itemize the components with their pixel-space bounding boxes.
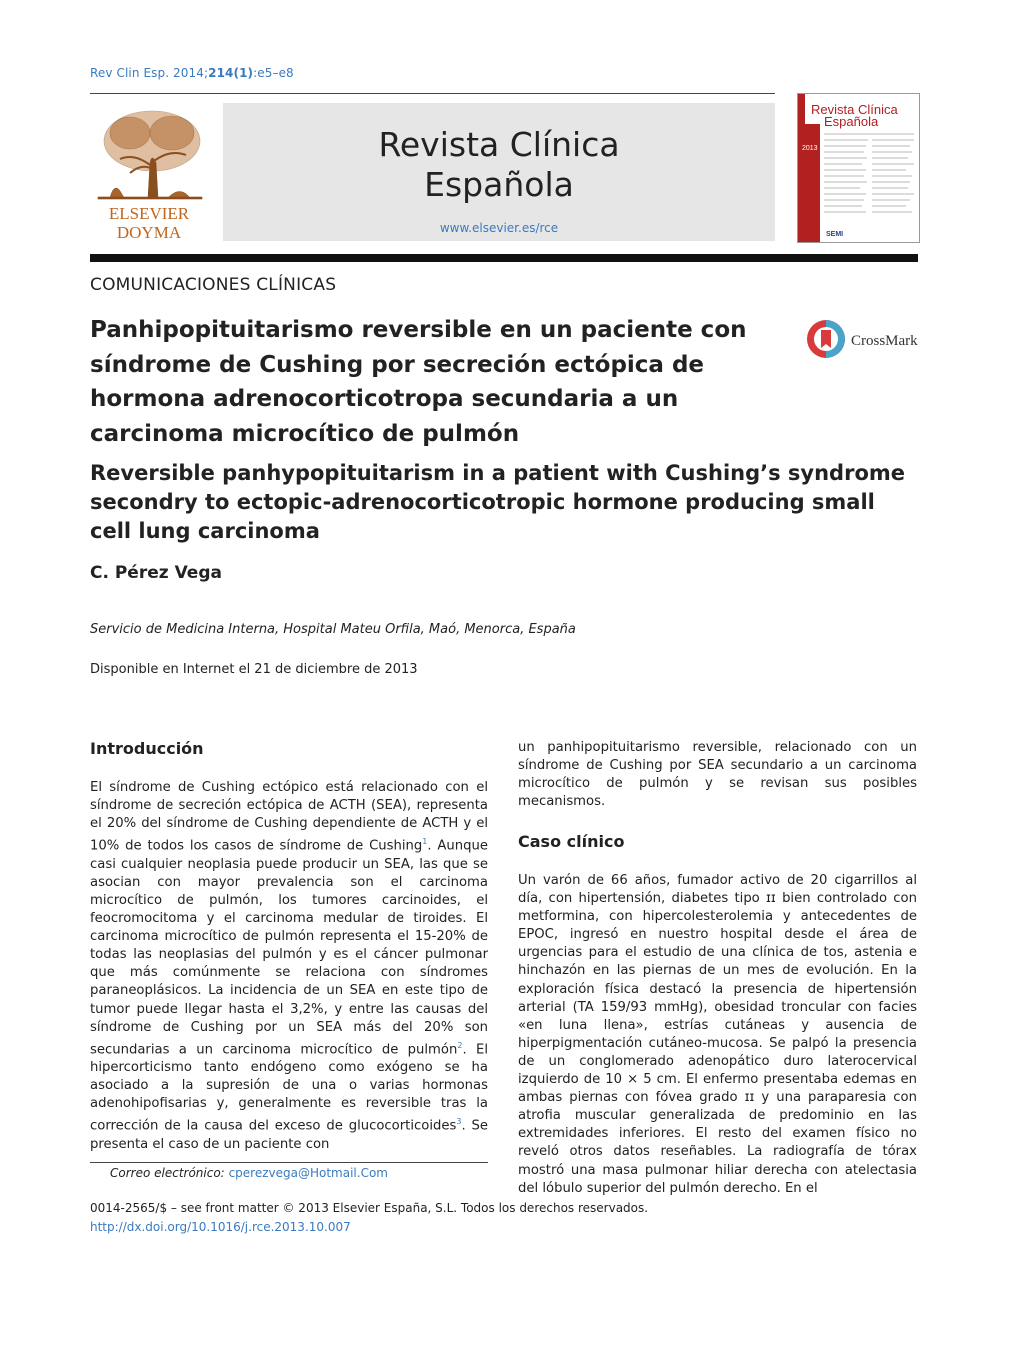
footnote-rule (90, 1162, 488, 1163)
reference-link-1[interactable]: 1 (422, 837, 428, 847)
corresponding-email-footnote: Correo electrónico: cperezvega@Hotmail.Com (110, 1166, 388, 1180)
citation-volume-year: Rev Clin Esp. 2014; (90, 66, 209, 80)
copyright-notice: 0014-2565/$ – see front matter © 2013 Elsevier España, S.L. Todos los derechos reservados. (90, 1201, 649, 1215)
cover-title-line2: Española (824, 114, 879, 129)
journal-citation (90, 66, 294, 80)
doi-link[interactable]: http://dx.doi.org/10.1016/j.rce.2013.10.007 (90, 1220, 351, 1234)
journal-url-link[interactable]: www.elsevier.es/rce (439, 221, 559, 235)
introduction-heading: Introducción (90, 739, 204, 758)
cover-title-line1: Revista Clínica (811, 102, 898, 117)
case-report-heading: Caso clínico (518, 832, 625, 851)
journal-banner (223, 103, 775, 241)
elsevier-tree-icon (90, 103, 208, 241)
citation-issue: 214(1) (208, 66, 254, 80)
cover-society-logo: SEMI (826, 231, 844, 238)
elsevier-logo (90, 103, 208, 241)
publisher-name-line1: ELSEVIER (108, 204, 190, 223)
publisher-name-line2: DOYMA (116, 223, 182, 241)
introduction-paragraph-continued: un panhipopituitarismo reversible, relacionado con un síndrome de Cushing por SEA secundario a un carcinoma microcítico de pulmón y se revisan sus posibles mecanismos. (518, 740, 917, 810)
case-report-paragraph: Un varón de 66 años, fumador activo de 20 cigarrillos al día, con hipertensión, diabetes tipo ɪɪ bien controlado con metformina, con hipercolesterolemia y antecedentes de EPOC, ingresó en nuestro hospital desde el área de urgencias para el estudio de una clínica de tos, astenia e hinchazón en las piernas de un mes de evolución. En la exploración física destacó la presencia de hipertensión arterial (TA 159/93 mmHg), obesidad troncular con facies «en luna llena», estrías cutáneas y ausencia de hiperpigmentación cutáneo-mucosa. Se palpó la presencia de un conglomerado adenopático duro laterocervical izquierdo de 10 × 5 cm. El enfermo presentaba edemas en ambas piernas con fóvea grado ɪɪ y una paraparesia con atrofia muscular generalizada de predominio en las extremidades inferiores. El resto del examen físico no reveló otros datos reseñables. La radiografía de tórax mostró una masa pulmonar hiliar derecha con atelectasia del lóbulo superior del pulmón derecho. En el (518, 873, 917, 1196)
author-name: C. Pérez Vega (90, 563, 222, 583)
journal-title-line2: Española (424, 165, 574, 204)
introduction-paragraph: El síndrome de Cushing ectópico está relacionado con el síndrome de secreción ectópica de ACTH (SEA), representa el 20% del síndrome de Cushing dependiente de ACTH y el 10% de todos los casos de síndrome de Cushing$^1$. Aunque casi cualquier neoplasia puede producir un SEA, las que se asocian con mayor prevalencia son el carcinoma microcítico de pulmón, los tumores carcinoides, el feocromocitoma y el carcinoma medular de tiroides. El carcinoma microcítico de pulmón representa el 15-20% de todas las neoplasias del pulmón y es el cáncer pulmonar que más comúnmente se relaciona con síndromes paraneoplásicos. La incidencia de un SEA en este tipo de tumor puede llegar hasta el 3,2%, y entre las causas del síndrome de Cushing por un SEA más del 20% son secundarias a un carcinoma microcítico de pulmón$^2$. El hipercorticismo tanto endógeno como exógeno se ha asociado a la supresión de una o varias hormonas adenohipofisarias y, generalmente es reversible tras la corrección de la causa del exceso de glucocorticoides$^3$. Se presenta el caso de un paciente con (90, 780, 489, 1152)
header-thick-rule (90, 254, 918, 262)
journal-title (223, 125, 775, 205)
reference-link-3[interactable]: 3 (456, 1117, 462, 1127)
journal-title-line1: Revista Clínica (378, 125, 620, 164)
online-availability-date: Disponible en Internet el 21 de diciembre de 2013 (90, 662, 418, 677)
crossmark-label: CrossMark (851, 333, 918, 349)
citation-pages: :e5–e8 (253, 66, 294, 80)
author-affiliation: Servicio de Medicina Interna, Hospital Mateu Orfila, Maó, Menorca, España (90, 622, 576, 637)
journal-cover-thumbnail (797, 93, 920, 243)
section-label: COMUNICACIONES CLÍNICAS (90, 275, 337, 295)
article-title-spanish: Panhipopituitarismo reversible en un paciente con síndrome de Cushing por secreción ectópica de hormona adrenocorticotropa secundaria a un carcinoma microcítico de pulmón (90, 317, 747, 447)
article-title-english: Reversible panhypopituitarism in a patient with Cushing’s syndrome secondry to ectopic-adrenocorticotropic hormone producing small cell lung carcinoma (90, 461, 905, 543)
reference-link-2[interactable]: 2 (457, 1040, 463, 1050)
email-link[interactable]: cperezvega@Hotmail.Com (228, 1166, 388, 1180)
crossmark-button[interactable] (806, 317, 921, 361)
header-rule (90, 93, 775, 94)
cover-year: 2013 (802, 145, 818, 152)
